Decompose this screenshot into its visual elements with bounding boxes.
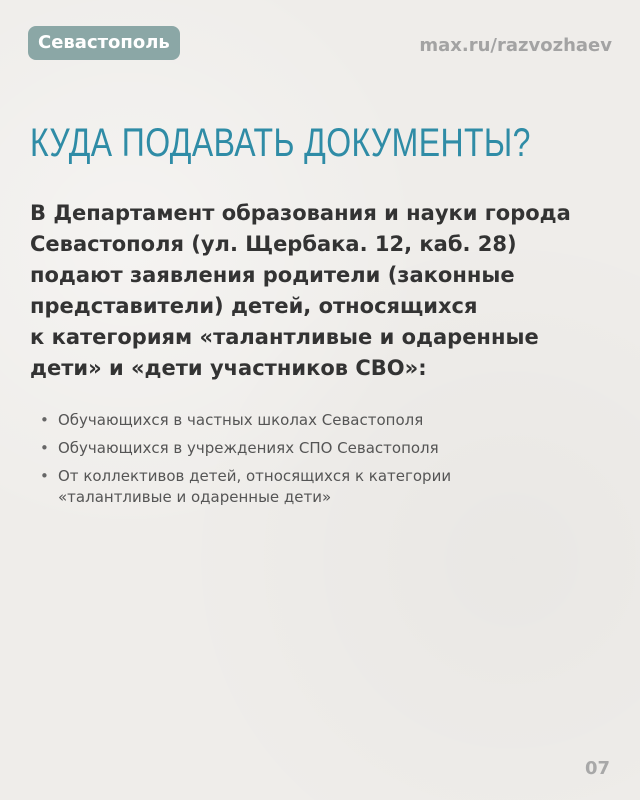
lead-line: подают заявления родители (законные [30, 263, 515, 287]
lead-line: представители) детей, относящихся [30, 294, 478, 318]
list-item [40, 466, 600, 508]
list-item-text: От коллективов детей, относящихся к категории [58, 467, 452, 485]
category-list [40, 410, 600, 515]
bullet-icon: • [40, 411, 49, 429]
list-item-text: Обучающихся в учреждениях СПО Севастополя [58, 439, 439, 457]
city-badge: Севастополь [28, 26, 180, 60]
lead-line: дети» и «дети участников СВО»: [30, 356, 427, 380]
lead-line: к категориям «талантливые и одаренные [30, 325, 539, 349]
bullet-icon: • [40, 439, 49, 457]
bullet-icon: • [40, 467, 49, 485]
lead-line: В Департамент образования и науки города [30, 201, 571, 225]
page-number: 07 [584, 758, 610, 779]
page-title: КУДА ПОДАВАТЬ ДОКУМЕНТЫ? [30, 121, 531, 165]
list-item [40, 410, 600, 431]
lead-line: Севастополя (ул. Щербака. 12, каб. 28) [30, 232, 517, 256]
site-link[interactable]: max.ru/razvozhaev [419, 35, 612, 56]
list-item-text: Обучающихся в частных школах Севастополя [58, 411, 424, 429]
lead-paragraph [30, 198, 616, 384]
list-item [40, 438, 600, 459]
list-item-text: «талантливые и одаренные дети» [58, 488, 332, 506]
